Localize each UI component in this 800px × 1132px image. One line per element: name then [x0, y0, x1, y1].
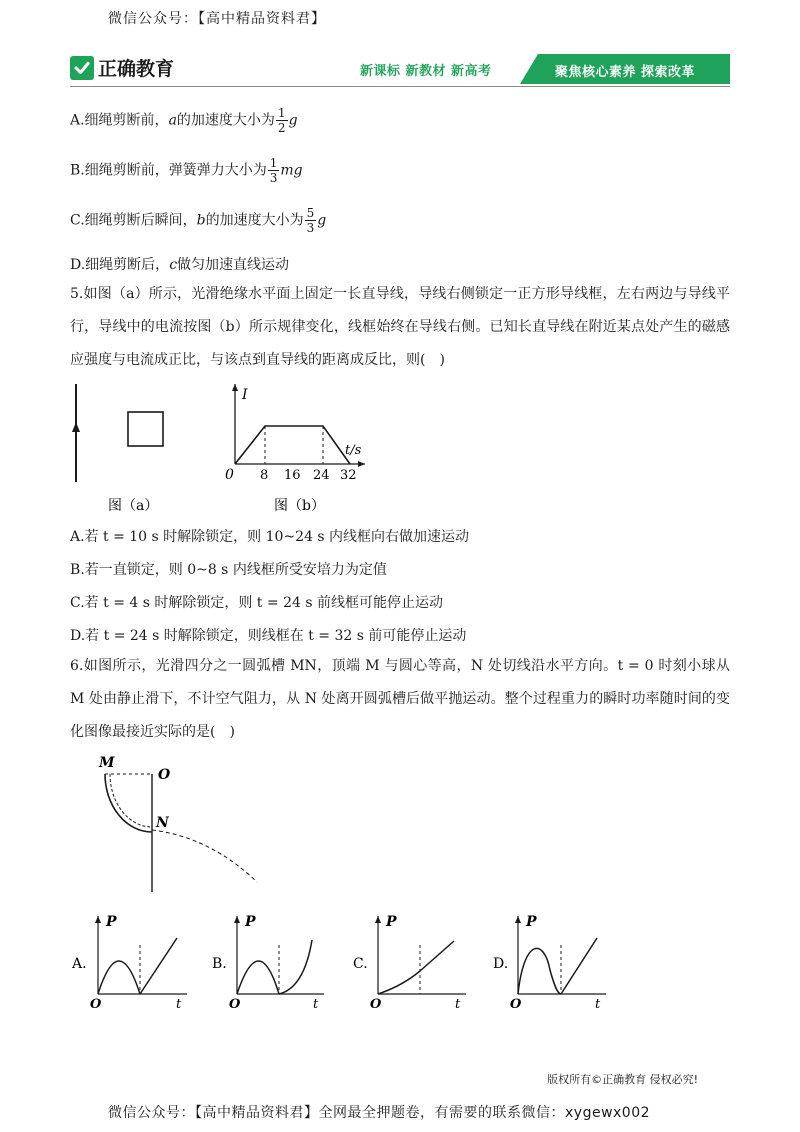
q6-stem: 6.如图所示，光滑四分之一圆弧槽 MN，顶端 M 与圆心等高，N 处切线沿水平方向。t = 0 时刻小球从 M 处由静止滑下，不计空气阻力，从 N 处离开圆弧槽后做平抛运动。整个过程重力的瞬时功率随时间的变化图像最接近实际的是( ): [70, 658, 730, 740]
square-loop: [128, 412, 163, 446]
svg-text:O: O: [229, 997, 241, 1012]
fig-b-tick: 32: [340, 468, 357, 483]
projectile-path: [152, 830, 257, 882]
q5-option-c: C.若 t = 4 s 时解除锁定，则 t = 24 s 前线框可能停止运动: [70, 595, 443, 611]
q4-d-text: D.细绳剪断后，: [70, 257, 170, 273]
q4-b-fraction: $\frac{1}{3}$: [269, 156, 278, 185]
svg-text:P: P: [106, 914, 117, 930]
svg-text:P: P: [386, 914, 397, 930]
svg-text:O: O: [370, 997, 382, 1012]
fig-b-tick: 24: [313, 468, 330, 483]
q4-c-fraction: $\frac{5}{3}$: [306, 206, 315, 235]
graph-b: [212, 914, 324, 1012]
q4-c-text: C.细绳剪断后瞬间，: [70, 212, 197, 229]
copyright-notice: 版权所有©正确教育 侵权必究!: [547, 1073, 698, 1086]
q4-a-unit: g: [288, 112, 298, 129]
svg-text:t: t: [595, 997, 601, 1012]
q5-option-d: D.若 t = 24 s 时解除锁定，则线框在 t = 32 s 前可能停止运动: [70, 628, 467, 644]
svg-text:A.: A.: [72, 956, 87, 972]
q4-c-var: b: [196, 212, 206, 229]
q5-option-b: B.若一直锁定，则 0~8 s 内线框所受安培力为定值: [70, 562, 387, 578]
graph-d: [493, 914, 606, 1012]
q4-a-fraction: $\frac{1}{2}$: [277, 106, 286, 135]
fig-a-caption: 图（a）: [108, 498, 159, 514]
svg-text:t: t: [176, 997, 182, 1012]
header-divider: [70, 86, 730, 87]
q4-a-var: a: [168, 112, 177, 129]
slogan-right: 聚焦核心素养 探索改革: [555, 65, 696, 80]
fig-b-origin: 0: [225, 467, 234, 483]
q4-option-b: [70, 156, 303, 185]
q4-option-a: [70, 106, 298, 135]
fig-b-tick: 16: [284, 468, 301, 483]
bottom-wechat-notice: 微信公众号：【高中精品资料君】全网最全押题卷，有需要的联系微信：xygewx002: [108, 1105, 651, 1121]
top-wechat-notice: 微信公众号：【高中精品资料君】: [108, 11, 326, 27]
q4-b-text: B.细绳剪断前，弹簧弹力大小为: [70, 162, 267, 179]
checkmark-icon: [70, 56, 94, 80]
q4-c-unit: g: [317, 212, 327, 229]
arc-groove: [105, 774, 152, 832]
q4-d-var: c: [169, 257, 178, 273]
q6-arc-figure: [95, 752, 275, 897]
graph-c: [353, 914, 466, 1012]
label-n: N: [156, 815, 169, 831]
slogan-left: 新课标 新教材 新高考: [360, 64, 492, 79]
label-o: O: [158, 767, 171, 783]
svg-text:B.: B.: [212, 956, 227, 972]
svg-text:O: O: [90, 997, 102, 1012]
fig-b-x-label: t/s: [345, 443, 362, 458]
q4-option-d: [70, 255, 289, 275]
svg-text:D.: D.: [493, 956, 509, 972]
q5-stem: 5.如图（a）所示，光滑绝缘水平面上固定一长直导线，导线右侧锁定一正方形导线框，左右两边与导线平行，导线中的电流按图（b）所示规律变化，线框始终在导线右侧。已知长直导线在附近某点处产生的磁感应强度与电流成正比，与该点到直导线的距离成反比，则( ): [70, 286, 730, 368]
fig-b-tick: 8: [260, 468, 269, 483]
svg-text:C.: C.: [353, 956, 368, 972]
q4-a-text: A.细绳剪断前，: [70, 112, 169, 129]
q4-d-post: 做匀加速直线运动: [177, 257, 290, 273]
svg-text:t: t: [313, 997, 319, 1012]
q5-figures: [60, 378, 370, 518]
q5-option-a: A.若 t = 10 s 时解除锁定，则 10~24 s 内线框向右做加速运动: [70, 529, 470, 545]
q4-a-mid: 的加速度大小为: [176, 112, 275, 129]
q6-graph-options: [72, 908, 732, 1023]
q4-c-mid: 的加速度大小为: [205, 212, 304, 229]
svg-text:O: O: [510, 997, 522, 1012]
label-m: M: [99, 755, 115, 771]
q4-b-unit: mg: [280, 162, 303, 179]
svg-text:P: P: [526, 914, 537, 930]
brand-name: 正确教育: [98, 58, 175, 80]
current-arrow-icon: [72, 422, 80, 432]
fig-b-y-label: I: [242, 387, 248, 403]
current-curve: [235, 426, 350, 464]
brand-logo: [70, 54, 174, 81]
svg-text:t: t: [455, 997, 461, 1012]
q4-option-c: [70, 206, 326, 235]
svg-text:P: P: [245, 914, 256, 930]
fig-b-caption: 图（b）: [274, 498, 325, 514]
ball-path: [110, 774, 152, 827]
graph-a: [72, 914, 187, 1012]
